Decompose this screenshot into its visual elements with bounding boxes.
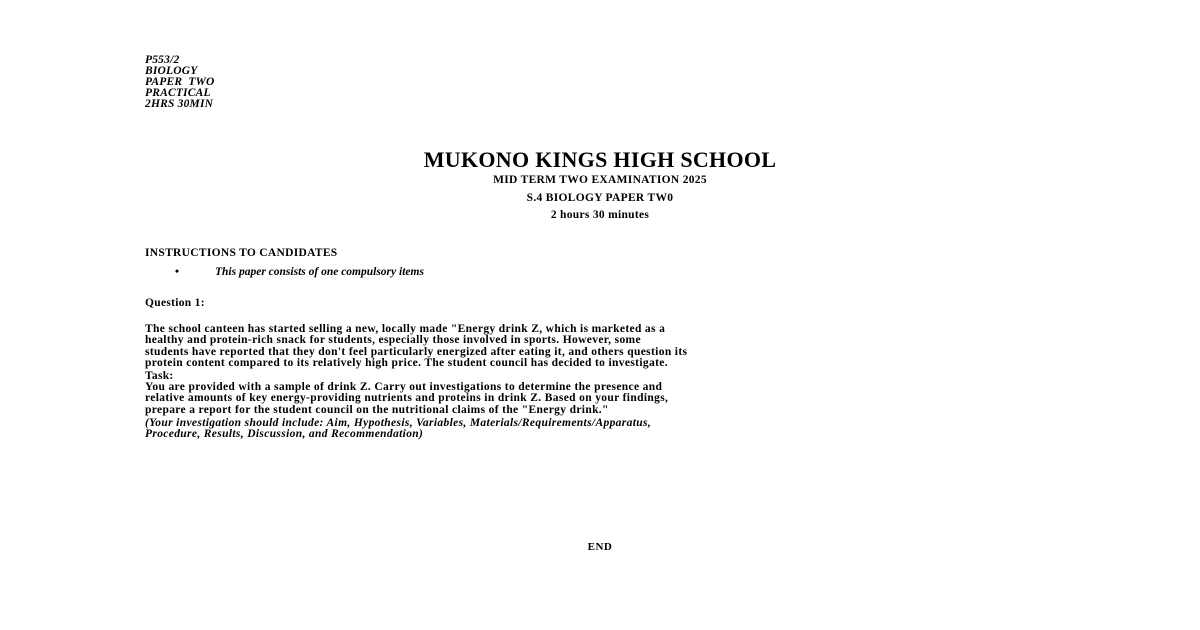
subject: BIOLOGY [145, 65, 198, 77]
scenario-line: The school canteen has started selling a new, locally made "Energy drink Z, which is marketed as a [145, 323, 666, 335]
instruction-item [175, 266, 424, 278]
paper-type: PRACTICAL [145, 87, 211, 99]
exam-title: MID TERM TWO EXAMINATION 2025 [493, 174, 707, 186]
question-label: Question 1: [145, 297, 205, 309]
report-requirements-note [145, 418, 1065, 441]
scenario-line: healthy and protein-rich snack for students, especially those involved in sports. However, some [145, 334, 641, 347]
paper-code: P553/2 [145, 54, 180, 66]
paper-number: PAPER TWO [145, 76, 215, 88]
task-line: You are provided with a sample of drink Z. Carry out investigations to determine the presence and [145, 381, 663, 393]
task-line: prepare a report for the student council on the nutritional claims of the "Energy drink." [145, 403, 609, 416]
paper-code-block [145, 55, 215, 110]
duration: 2 hours 30 minutes [550, 209, 650, 221]
task-line: relative amounts of key energy-providing nutrients and proteins in drink Z. Based on your findings, [145, 392, 669, 405]
question-scenario [145, 324, 1065, 369]
bullet-icon: • [175, 266, 180, 278]
scenario-line: students have reported that they don't feel particularly energized after eating it, and others question its [145, 345, 688, 358]
instruction-text: This paper consists of one compulsory items [215, 266, 424, 278]
paper-duration: 2HRS 30MIN [145, 98, 214, 110]
note-line: (Your investigation should include: Aim, Hypothesis, Variables, Materials/Requirements/Apparatus, [145, 417, 652, 429]
note-line: Procedure, Results, Discussion, and Recommendation) [145, 428, 424, 441]
end-marker: END [587, 541, 613, 553]
instructions-heading: INSTRUCTIONS TO CANDIDATES [145, 247, 338, 259]
task-text [145, 382, 1065, 416]
task-label: Task: [145, 370, 174, 382]
school-name: MUKONO KINGS HIGH SCHOOL [423, 147, 777, 172]
scenario-line: protein content compared to its relatively high price. The student council has decided to investigate. [145, 356, 668, 369]
paper-title: S.4 BIOLOGY PAPER TW0 [526, 192, 674, 204]
